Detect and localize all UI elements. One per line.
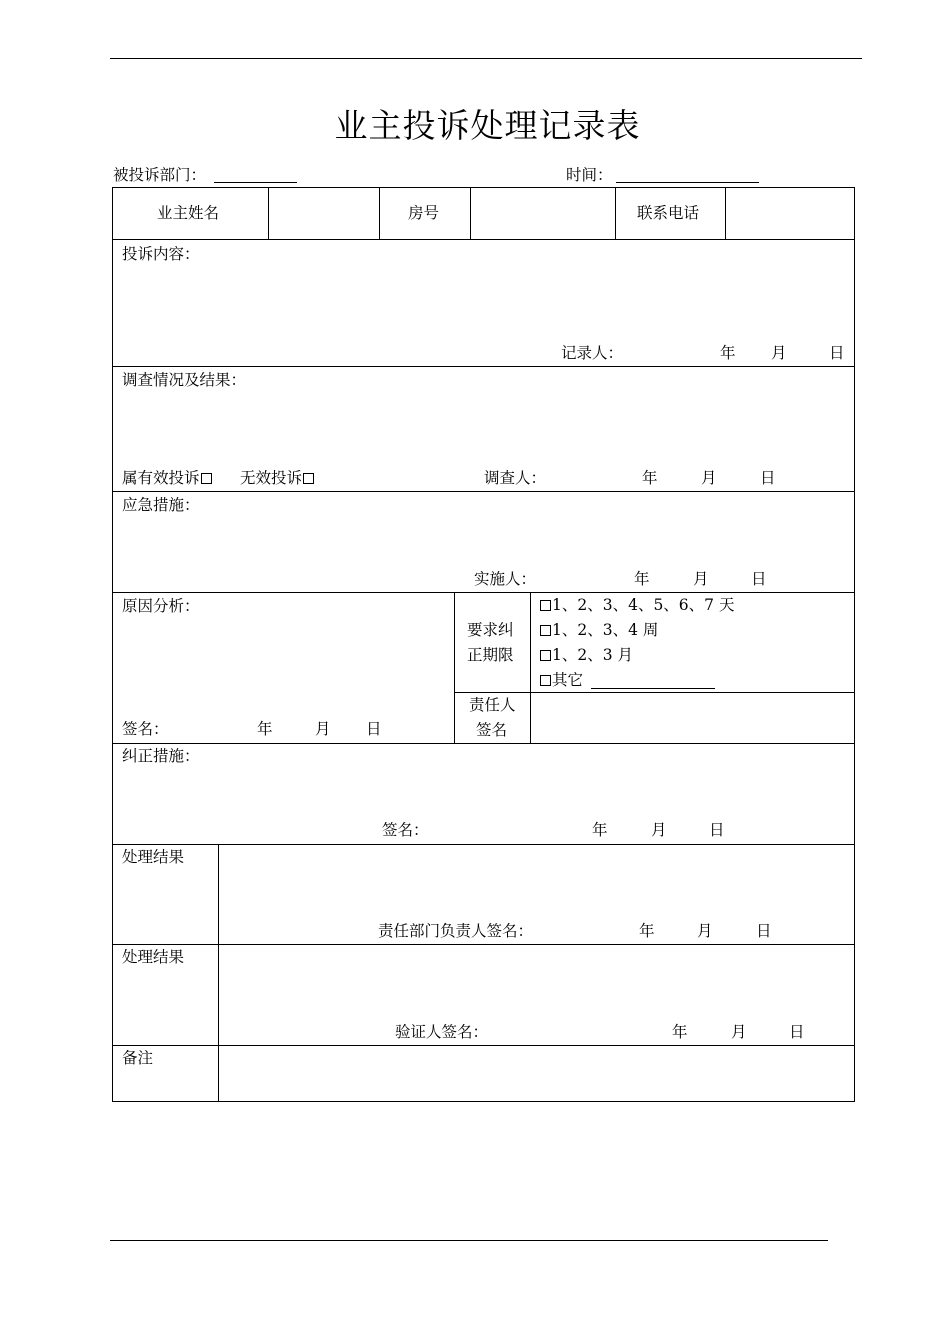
day-label: 日	[366, 720, 382, 738]
month-label: 月	[315, 720, 331, 738]
phone-label: 联系电话	[637, 204, 700, 222]
year-label: 年	[634, 570, 650, 588]
divider	[530, 592, 531, 743]
emergency-label: 应急措施：	[122, 496, 200, 514]
divider	[112, 743, 855, 744]
recorder-label: 记录人：	[561, 344, 624, 362]
month-label: 月	[693, 570, 709, 588]
days-checkbox[interactable]	[540, 600, 551, 611]
divider	[454, 692, 530, 693]
divider	[112, 592, 855, 593]
deadline-label-line2: 正期限	[467, 646, 514, 664]
divider	[112, 844, 855, 845]
valid-label: 属有效投诉	[122, 469, 200, 487]
valid-option[interactable]	[122, 471, 213, 487]
divider	[112, 239, 855, 240]
owner-name-label: 业主姓名	[157, 204, 220, 222]
month-label: 月	[651, 821, 667, 839]
investigation-label: 调查情况及结果：	[122, 371, 247, 389]
year-label: 年	[642, 469, 658, 487]
divider	[218, 844, 219, 1102]
year-label: 年	[672, 1023, 688, 1041]
responsible-label-line1: 责任人	[469, 696, 516, 714]
weeks-label: 1、2、3、4 周	[552, 621, 659, 639]
divider	[615, 187, 616, 239]
divider	[454, 592, 455, 743]
divider	[112, 1045, 855, 1046]
days-label: 1、2、3、4、5、6、7 天	[552, 596, 735, 614]
divider	[112, 491, 855, 492]
month-label: 月	[771, 344, 787, 362]
header-rule	[110, 58, 862, 59]
correction-label: 纠正措施：	[122, 747, 200, 765]
divider	[268, 187, 269, 239]
investigator-label: 调查人：	[484, 469, 547, 487]
month-label: 月	[697, 922, 713, 940]
remark-label: 备注	[122, 1049, 154, 1067]
deadline-option-days[interactable]	[539, 598, 734, 614]
form-title: 业主投诉处理记录表	[334, 106, 641, 145]
divider	[530, 692, 855, 693]
year-label: 年	[720, 344, 736, 362]
year-label: 年	[639, 922, 655, 940]
cause-label: 原因分析：	[122, 597, 200, 615]
time-label: 时间：	[566, 166, 613, 184]
other-field[interactable]	[591, 688, 715, 689]
footer-rule	[110, 1240, 828, 1241]
dept-head-sign-label: 责任部门负责人签名：	[378, 922, 534, 940]
deadline-option-other[interactable]	[539, 673, 583, 689]
other-checkbox[interactable]	[540, 675, 551, 686]
invalid-label: 无效投诉	[240, 469, 303, 487]
divider	[112, 944, 855, 945]
valid-checkbox[interactable]	[201, 473, 212, 484]
invalid-option[interactable]	[240, 471, 315, 487]
day-label: 日	[751, 570, 767, 588]
month-label: 月	[731, 1023, 747, 1041]
other-label: 其它	[552, 671, 584, 689]
department-label: 被投诉部门：	[113, 166, 207, 184]
result-label: 处理结果	[122, 848, 185, 866]
deadline-option-weeks[interactable]	[539, 623, 658, 639]
divider	[470, 187, 471, 239]
months-label: 1、2、3 月	[552, 646, 634, 664]
deadline-option-months[interactable]	[539, 648, 633, 664]
result-label: 处理结果	[122, 948, 185, 966]
year-label: 年	[592, 821, 608, 839]
cause-sign-label: 签名：	[122, 720, 169, 738]
day-label: 日	[760, 469, 776, 487]
divider	[112, 366, 855, 367]
day-label: 日	[829, 344, 845, 362]
day-label: 日	[709, 821, 725, 839]
implementer-label: 实施人：	[474, 570, 537, 588]
time-field[interactable]	[616, 182, 759, 183]
correction-sign-label: 签名：	[382, 821, 429, 839]
day-label: 日	[789, 1023, 805, 1041]
year-label: 年	[257, 720, 273, 738]
invalid-checkbox[interactable]	[303, 473, 314, 484]
verifier-sign-label: 验证人签名：	[395, 1023, 489, 1041]
divider	[725, 187, 726, 239]
responsible-label-line2: 签名	[476, 721, 508, 739]
divider	[379, 187, 380, 239]
room-no-label: 房号	[408, 204, 440, 222]
complaint-label: 投诉内容：	[122, 245, 200, 263]
deadline-label-line1: 要求纠	[467, 621, 514, 639]
weeks-checkbox[interactable]	[540, 625, 551, 636]
department-field[interactable]	[214, 182, 297, 183]
form-table	[112, 187, 855, 1102]
day-label: 日	[756, 922, 772, 940]
month-label: 月	[701, 469, 717, 487]
months-checkbox[interactable]	[540, 650, 551, 661]
